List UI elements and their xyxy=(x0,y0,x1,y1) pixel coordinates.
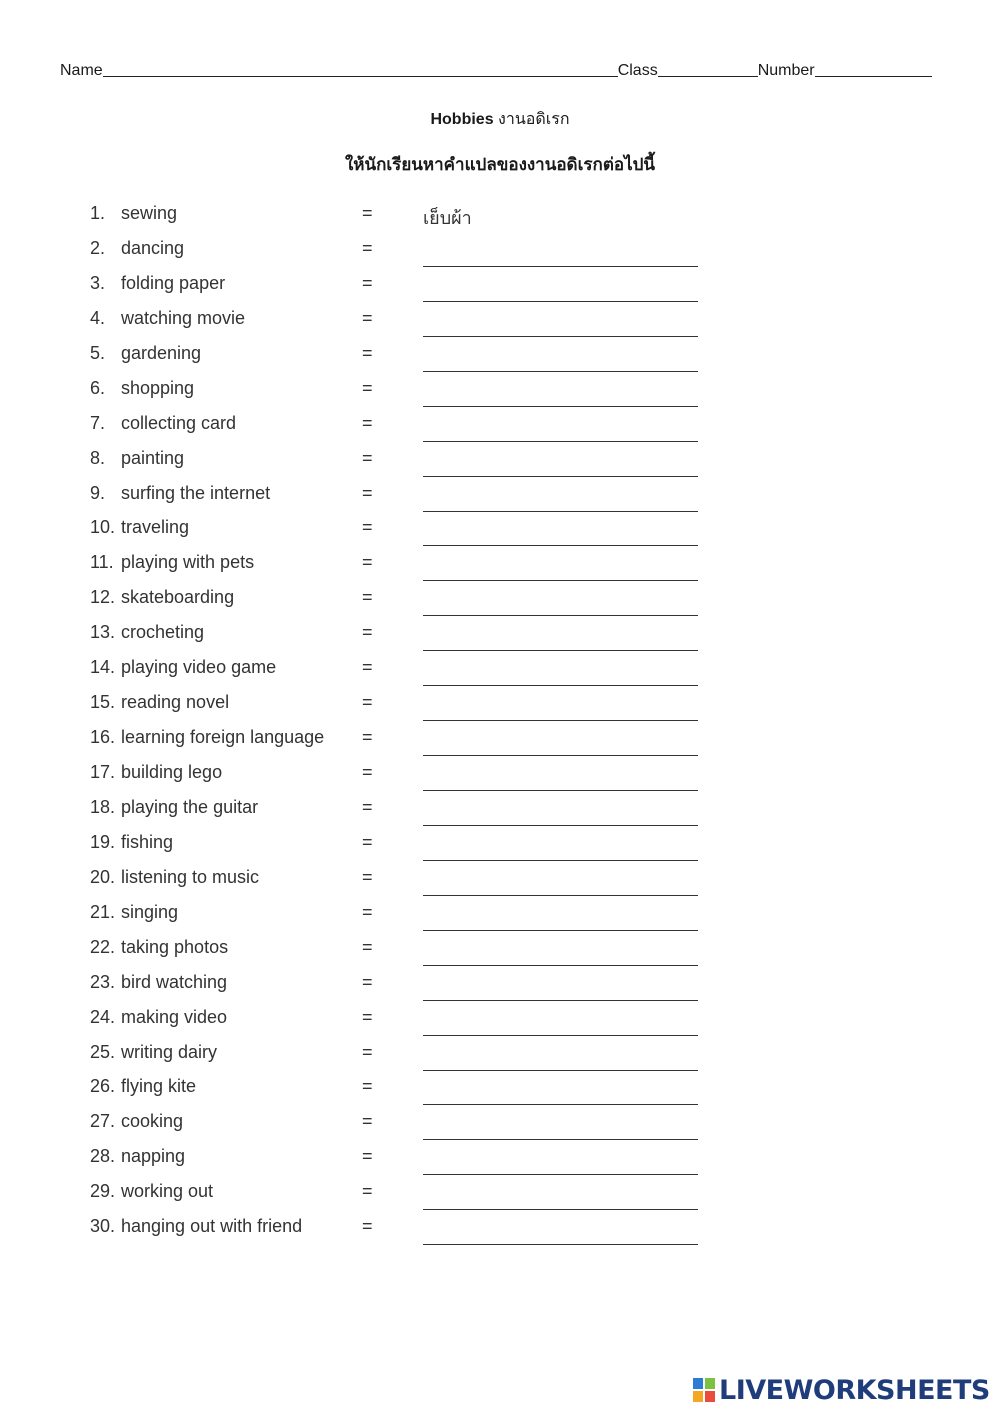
item-number: 16. xyxy=(90,727,116,748)
hobby-term: playing with pets xyxy=(121,552,255,573)
item-number: 27. xyxy=(90,1111,116,1132)
list-item xyxy=(0,1103,1000,1138)
logo-square xyxy=(693,1378,703,1389)
equals-sign: = xyxy=(362,377,373,398)
list-item xyxy=(0,614,1000,649)
item-number: 18. xyxy=(90,796,116,817)
list-item xyxy=(0,719,1000,754)
list-item xyxy=(0,789,1000,824)
answer-blank[interactable] xyxy=(423,273,698,302)
list-item xyxy=(0,405,1000,440)
item-number: 7. xyxy=(90,412,106,433)
answer-blank[interactable] xyxy=(423,413,698,442)
item-number: 24. xyxy=(90,1006,116,1027)
equals-sign: = xyxy=(362,1181,373,1202)
answer-blank[interactable] xyxy=(423,587,698,616)
answer-blank[interactable] xyxy=(423,692,698,721)
brand-footer xyxy=(693,1374,990,1406)
student-info-line xyxy=(60,60,932,80)
item-number: 20. xyxy=(90,866,116,887)
hobby-term: bird watching xyxy=(121,971,228,992)
item-number: 29. xyxy=(90,1181,116,1202)
logo-square xyxy=(705,1391,715,1402)
list-item xyxy=(0,964,1000,999)
answer-blank[interactable] xyxy=(423,832,698,861)
hobby-term: napping xyxy=(121,1146,186,1167)
hobby-term: taking photos xyxy=(121,936,229,957)
list-item xyxy=(0,754,1000,789)
hobby-term: making video xyxy=(121,1006,228,1027)
title-thai: งานอดิเรก xyxy=(493,111,570,128)
hobby-term: cooking xyxy=(121,1111,184,1132)
item-number: 13. xyxy=(90,622,116,643)
item-number: 28. xyxy=(90,1146,116,1167)
equals-sign: = xyxy=(362,1111,373,1132)
equals-sign: = xyxy=(362,552,373,573)
equals-sign: = xyxy=(362,657,373,678)
brand-text: LIVEWORKSHEETS xyxy=(719,1374,990,1406)
equals-sign: = xyxy=(362,622,373,643)
list-item xyxy=(0,475,1000,510)
equals-sign: = xyxy=(362,866,373,887)
equals-sign: = xyxy=(362,517,373,538)
list-item xyxy=(0,929,1000,964)
answer-blank[interactable] xyxy=(423,797,698,826)
number-field[interactable] xyxy=(815,60,932,77)
answer-blank[interactable] xyxy=(423,1076,698,1105)
hobby-term: collecting card xyxy=(121,412,237,433)
list-item xyxy=(0,230,1000,265)
answer-text: เย็บผ้า xyxy=(423,208,472,228)
item-number: 4. xyxy=(90,307,106,328)
class-label: Class xyxy=(617,62,658,79)
answer-blank[interactable] xyxy=(423,762,698,791)
hobby-term: painting xyxy=(121,447,185,468)
title-bold: Hobbies xyxy=(430,111,494,128)
item-number: 15. xyxy=(90,692,116,713)
hobby-term: flying kite xyxy=(121,1076,197,1097)
answer-blank[interactable] xyxy=(423,1007,698,1036)
item-number: 9. xyxy=(90,482,106,503)
hobby-term: watching movie xyxy=(121,307,246,328)
hobby-term: reading novel xyxy=(121,692,230,713)
list-item xyxy=(0,1138,1000,1173)
equals-sign: = xyxy=(362,692,373,713)
answer-blank[interactable] xyxy=(423,378,698,407)
item-number: 14. xyxy=(90,657,116,678)
name-label: Name xyxy=(60,62,103,79)
item-number: 19. xyxy=(90,831,116,852)
answer-blank[interactable] xyxy=(423,1146,698,1175)
equals-sign: = xyxy=(362,831,373,852)
list-item xyxy=(0,195,1000,230)
hobby-list xyxy=(0,195,1000,1243)
item-number: 30. xyxy=(90,1216,116,1237)
answer-blank[interactable] xyxy=(423,1042,698,1071)
list-item xyxy=(0,1208,1000,1243)
hobby-term: dancing xyxy=(121,237,185,258)
item-number: 10. xyxy=(90,517,116,538)
equals-sign: = xyxy=(362,412,373,433)
list-item xyxy=(0,509,1000,544)
list-item xyxy=(0,824,1000,859)
equals-sign: = xyxy=(362,796,373,817)
item-number: 21. xyxy=(90,901,116,922)
list-item xyxy=(0,649,1000,684)
answer-blank[interactable] xyxy=(423,622,698,651)
answer-blank[interactable] xyxy=(423,972,698,1001)
hobby-term: playing video game xyxy=(121,657,277,678)
list-item xyxy=(0,440,1000,475)
item-number: 8. xyxy=(90,447,106,468)
answer-blank[interactable] xyxy=(423,902,698,931)
liveworksheets-logo-icon xyxy=(693,1378,715,1402)
item-number: 26. xyxy=(90,1076,116,1097)
hobby-term: writing dairy xyxy=(121,1041,218,1062)
hobby-term: fishing xyxy=(121,831,174,852)
answer-blank[interactable] xyxy=(423,552,698,581)
answer-blank[interactable] xyxy=(423,343,698,372)
list-item xyxy=(0,335,1000,370)
item-number: 22. xyxy=(90,936,116,957)
answer-blank[interactable] xyxy=(423,308,698,337)
answer-blank[interactable] xyxy=(423,727,698,756)
equals-sign: = xyxy=(362,727,373,748)
answer-blank[interactable] xyxy=(423,483,698,512)
hobby-term: building lego xyxy=(121,762,223,782)
list-item xyxy=(0,265,1000,300)
hobby-term: gardening xyxy=(121,342,202,363)
hobby-term: shopping xyxy=(121,377,195,398)
equals-sign: = xyxy=(362,1076,373,1097)
hobby-term: crocheting xyxy=(121,622,205,643)
instruction-text: ให้นักเรียนหาคำแปลของงานอดิเรกต่อไปนี้ xyxy=(344,155,656,174)
equals-sign: = xyxy=(362,203,373,223)
answer-blank[interactable] xyxy=(423,448,698,477)
equals-sign: = xyxy=(362,762,373,782)
item-number: 1. xyxy=(90,203,106,223)
equals-sign: = xyxy=(362,1041,373,1062)
answer-blank[interactable] xyxy=(423,1181,698,1210)
list-item xyxy=(0,300,1000,335)
item-number: 12. xyxy=(90,587,116,608)
equals-sign: = xyxy=(362,1216,373,1237)
hobby-term: working out xyxy=(121,1181,214,1202)
list-item xyxy=(0,1173,1000,1208)
list-item xyxy=(0,684,1000,719)
list-item xyxy=(0,999,1000,1034)
answer-blank[interactable] xyxy=(423,937,698,966)
equals-sign: = xyxy=(362,447,373,468)
answer-blank[interactable] xyxy=(423,1111,698,1140)
item-number: 23. xyxy=(90,971,116,992)
answer-blank[interactable] xyxy=(423,867,698,896)
answer-blank[interactable] xyxy=(423,517,698,546)
hobby-term: singing xyxy=(121,901,179,922)
number-label: Number xyxy=(757,62,815,79)
name-field[interactable] xyxy=(103,60,618,77)
item-number: 25. xyxy=(90,1041,116,1062)
hobby-term: folding paper xyxy=(121,272,226,293)
worksheet-title xyxy=(0,107,1000,132)
item-number: 3. xyxy=(90,272,106,293)
equals-sign: = xyxy=(362,587,373,608)
equals-sign: = xyxy=(362,307,373,328)
hobby-term: skateboarding xyxy=(121,587,235,608)
hobby-term: sewing xyxy=(121,203,178,223)
equals-sign: = xyxy=(362,1006,373,1027)
list-item xyxy=(0,579,1000,614)
item-number: 17. xyxy=(90,762,116,782)
equals-sign: = xyxy=(362,482,373,503)
list-item xyxy=(0,544,1000,579)
answer-blank[interactable] xyxy=(423,238,698,267)
list-item xyxy=(0,859,1000,894)
item-number: 11. xyxy=(90,552,114,573)
class-field[interactable] xyxy=(658,60,758,77)
logo-square xyxy=(693,1391,703,1402)
hobby-term: surfing the internet xyxy=(121,482,271,503)
equals-sign: = xyxy=(362,272,373,293)
equals-sign: = xyxy=(362,237,373,258)
equals-sign: = xyxy=(362,1146,373,1167)
hobby-term: hanging out with friend xyxy=(121,1216,303,1237)
logo-square xyxy=(705,1378,715,1389)
equals-sign: = xyxy=(362,901,373,922)
answer-blank[interactable] xyxy=(423,1216,698,1245)
hobby-term: listening to music xyxy=(121,866,260,887)
equals-sign: = xyxy=(362,936,373,957)
item-number: 5. xyxy=(90,342,106,363)
equals-sign: = xyxy=(362,971,373,992)
answer-blank[interactable] xyxy=(423,657,698,686)
list-item xyxy=(0,370,1000,405)
list-item xyxy=(0,894,1000,929)
hobby-term: playing the guitar xyxy=(121,796,259,817)
list-item xyxy=(0,1068,1000,1103)
list-item xyxy=(0,1034,1000,1069)
hobby-term: learning foreign language xyxy=(121,727,325,748)
item-number: 6. xyxy=(90,377,106,398)
hobby-term: traveling xyxy=(121,517,190,538)
equals-sign: = xyxy=(362,342,373,363)
item-number: 2. xyxy=(90,237,106,258)
